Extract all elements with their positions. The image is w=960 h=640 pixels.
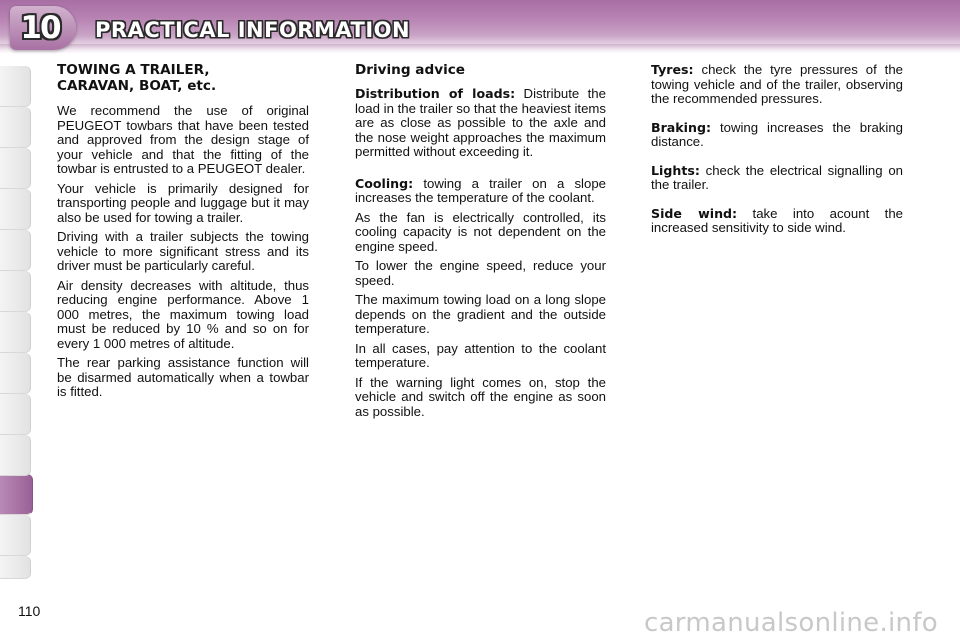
paragraph-vehicle-design: Your vehicle is primarily designed for transporting people and luggage but it may also be used for towing a trailer. — [57, 180, 309, 225]
chapter-tab-5[interactable] — [0, 230, 31, 271]
text-side-wind: take into acount the increased sensitivity to side wind. — [651, 205, 904, 235]
chapter-tab-11[interactable] — [0, 515, 31, 556]
chapter-tab-10-active[interactable] — [0, 474, 33, 515]
chapter-tab-1[interactable] — [0, 66, 31, 107]
paragraph-braking — [651, 121, 903, 150]
watermark-text: carmanualsonline.info — [643, 608, 938, 638]
column-driving-advice — [355, 58, 606, 424]
lead-side-wind: Side wind: — [651, 205, 738, 221]
lead-braking: Braking: — [651, 119, 712, 135]
paragraph-coolant-temperature: In all cases, pay attention to the coolant temperature. — [355, 340, 606, 370]
title-line-2: CARAVAN, BOAT, etc. — [57, 78, 217, 94]
paragraph-distribution-of-loads — [355, 87, 606, 160]
text-cooling: towing a trailer on a slope increases the temperature of the coolant. — [355, 175, 606, 205]
lead-cooling: Cooling: — [355, 175, 414, 191]
chapter-tab-8[interactable] — [0, 353, 31, 394]
paragraph-warning-light: If the warning light comes on, stop the vehicle and switch off the engine as soon as possible. — [355, 374, 606, 419]
paragraph-engine-speed: To lower the engine speed, reduce your speed. — [355, 258, 606, 288]
title-line-1: TOWING A TRAILER, — [57, 62, 210, 78]
paragraph-altitude: Air density decreases with altitude, thus reducing engine performance. Above 1 000 metres, the maximum towing load must be reduced by 10 % and so on for every 1 000 metres of altitude. — [57, 277, 309, 351]
chapter-tab-4[interactable] — [0, 189, 31, 230]
chapter-title: PRACTICAL INFORMATION — [95, 18, 411, 42]
header-shadow — [0, 44, 960, 54]
paragraph-fan: As the fan is electrically controlled, its cooling capacity is not dependent on the engine speed. — [355, 209, 606, 254]
lead-lights: Lights: — [651, 162, 700, 178]
lead-tyres: Tyres: — [651, 62, 694, 77]
paragraph-side-wind — [651, 207, 903, 236]
column-towing-intro — [57, 58, 309, 405]
paragraph-parking-assistance: The rear parking assistance function will be disarmed automatically when a towbar is fitted. — [57, 355, 309, 399]
section-title-towing — [57, 62, 309, 94]
text-braking: towing increases the braking distance. — [651, 119, 903, 149]
paragraph-tyres — [651, 63, 903, 107]
chapter-tab-3[interactable] — [0, 148, 31, 189]
section-title-driving-advice: Driving advice — [355, 62, 466, 78]
paragraph-lights — [651, 164, 903, 193]
chapter-tab-2[interactable] — [0, 107, 31, 148]
chapter-tab-spacer[interactable] — [0, 435, 31, 476]
text-distribution-of-loads: Distribute the load in the trailer so that the heaviest items are as close as possible to the axle and the nose weight approaches the maximum permitted without exceeding it. — [355, 86, 606, 159]
chapter-tab-12[interactable] — [0, 556, 31, 579]
chapter-tab-9[interactable] — [0, 394, 31, 435]
chapter-tab-6[interactable] — [0, 271, 31, 312]
paragraph-driving-stress: Driving with a trailer subjects the towing vehicle to more significant stress and its driver must be particularly careful. — [57, 229, 309, 273]
paragraph-cooling — [355, 177, 606, 206]
paragraph-original-towbars: We recommend the use of original PEUGEOT towbars that have been tested and approved from the design stage of your vehicle and that the fitting of the towbar is entrusted to a PEUGEOT dealer. — [57, 103, 309, 176]
chapter-number: 10 — [20, 10, 60, 46]
lead-distribution-of-loads: Distribution of loads: — [355, 86, 516, 101]
chapter-tab-7[interactable] — [0, 312, 31, 353]
text-lights: check the electrical signalling on the trailer. — [651, 162, 903, 192]
paragraph-long-slope: The maximum towing load on a long slope depends on the gradient and the outside temperature. — [355, 292, 606, 336]
text-tyres: check the tyre pressures of the towing vehicle and of the trailer, observing the recommended pressures. — [651, 62, 903, 106]
page-number: 110 — [18, 603, 41, 619]
chapter-thumb-tabs — [0, 60, 40, 580]
column-checks — [651, 58, 903, 241]
